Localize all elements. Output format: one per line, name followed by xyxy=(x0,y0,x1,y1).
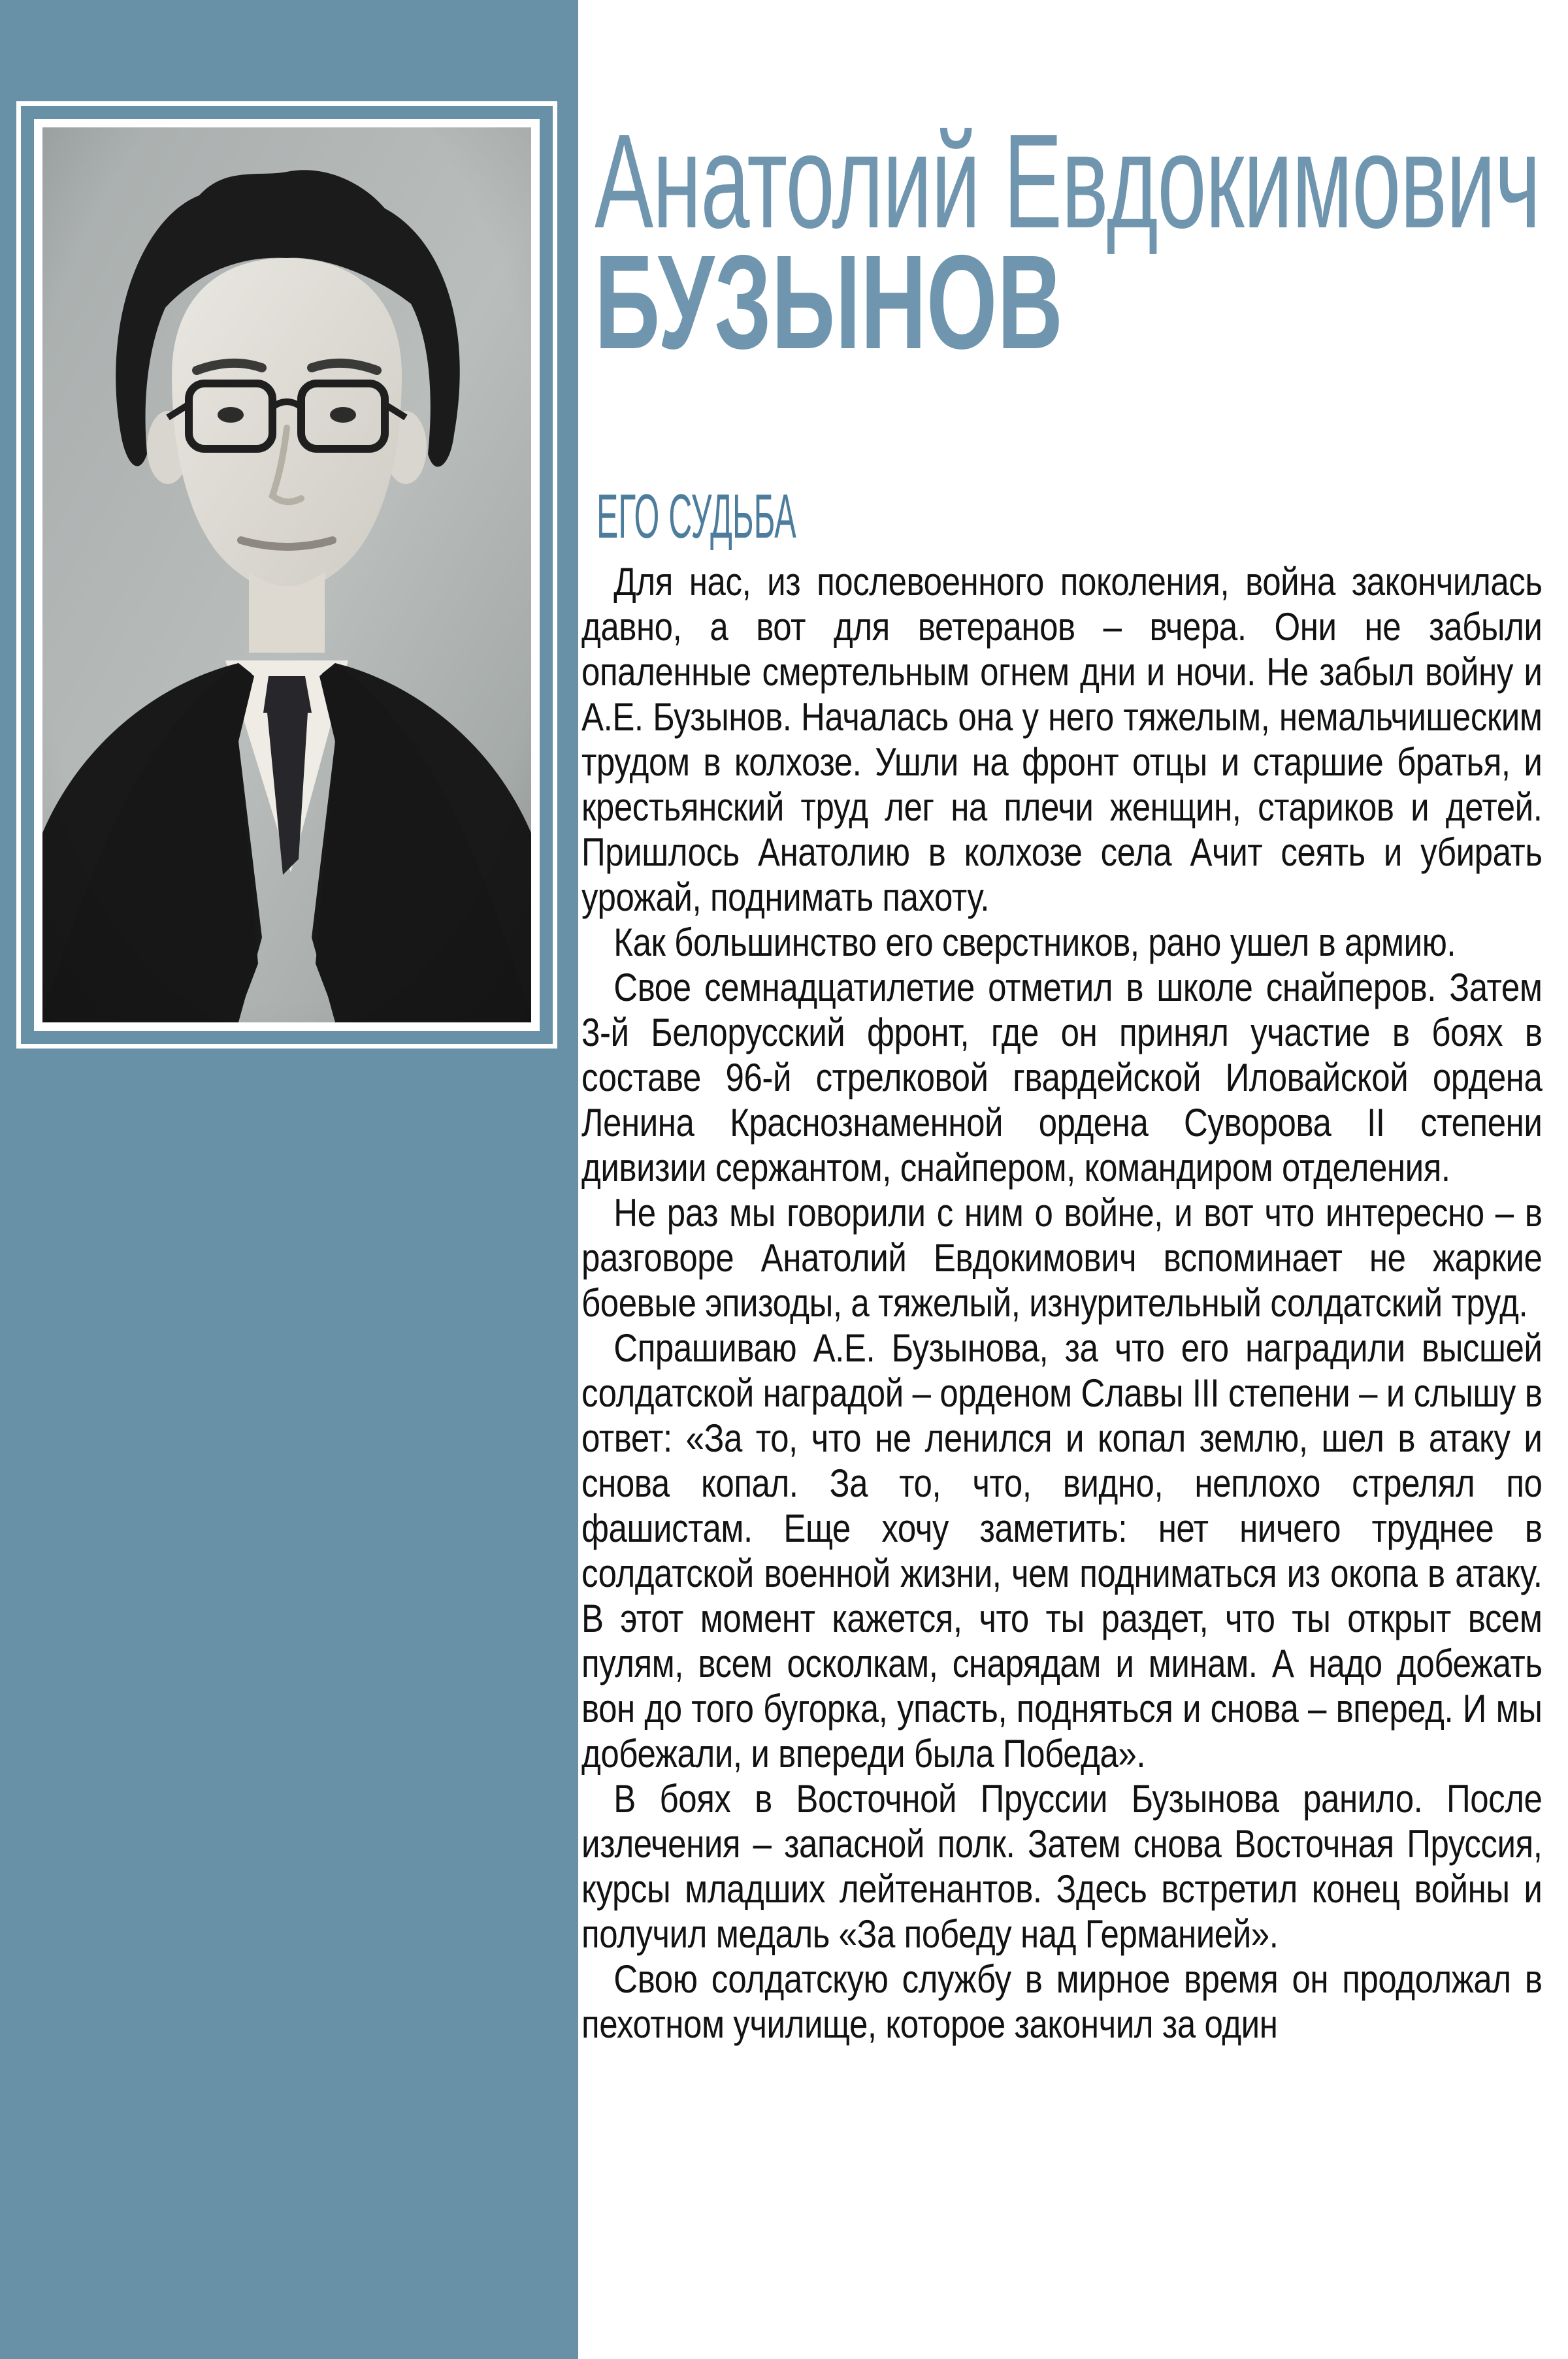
portrait-photo xyxy=(42,127,531,1022)
section-title: ЕГО СУДЬБА xyxy=(596,481,796,551)
photo-inner-border xyxy=(34,119,540,1031)
article-paragraph: Свою солдатскую службу в мирное время он продолжал в пехотном училище, которое закончил за один xyxy=(581,1957,1543,2046)
person-surname: БУЗЫНОВ xyxy=(595,227,1064,377)
article-paragraph: В боях в Восточной Пруссии Бузынова ранило. После излечения – запасной полк. Затем снова Восточная Пруссия, курсы младших лейтенантов. Здесь встретил конец войны и получил медаль «За победу над Германией». xyxy=(581,1777,1543,1956)
article-body xyxy=(581,559,1543,2047)
article-paragraph: Спрашиваю А.Е. Бузынова, за что его наградили высшей солдатской наградой – орденом Славы III степени – и слышу в ответ: «За то, что не ленился и копал землю, шел в атаку и снова копал. За то, что, видно, неплохо стрелял по фашистам. Еще хочу заметить: нет ничего труднее в солдатской военной жизни, чем подниматься из окопа в атаку. В этот момент кажется, что ты раздет, что ты открыт всем пулям, всем осколкам, снарядам и минам. А надо добежать вон до того бугорка, упасть, подняться и снова – вперед. И мы добежали, и впереди была Победа». xyxy=(581,1326,1543,1776)
article-paragraph: Не раз мы говорили с ним о войне, и вот что интересно – в разговоре Анатолий Евдокимович вспоминает не жаркие боевые эпизоды, а тяжелый, изнурительный солдатский труд. xyxy=(581,1191,1543,1325)
person-first-patronymic: Анатолий Евдокимович xyxy=(595,106,1541,256)
sidebar-panel xyxy=(0,0,578,2359)
photo-frame xyxy=(16,101,557,1049)
text-column xyxy=(578,0,1568,2359)
article-paragraph: Свое семнадцатилетие отметил в школе снайперов. Затем 3-й Белорусский фронт, где он принял участие в боях в составе 96-й стрелковой гвардейской Иловайской ордена Ленина Краснознаменной ордена Суворова II степени дивизии сержантом, снайпером, командиром отделения. xyxy=(581,966,1543,1190)
article-paragraph: Для нас, из послевоенного поколения, война закончилась давно, а вот для ветеранов – вчера. Они не забыли опаленные смертельным огнем дни и ночи. Не забыл войну и А.Е. Бузынов. Началась она у него тяжелым, немальчишеским трудом в колхозе. Ушли на фронт отцы и старшие братья, и крестьянский труд лег на плечи женщин, стариков и детей. Пришлось Анатолию в колхозе села Ачит сеять и убирать урожай, поднимать пахоту. xyxy=(581,560,1543,919)
article-paragraph: Как большинство его сверстников, рано ушел в армию. xyxy=(613,920,1456,964)
